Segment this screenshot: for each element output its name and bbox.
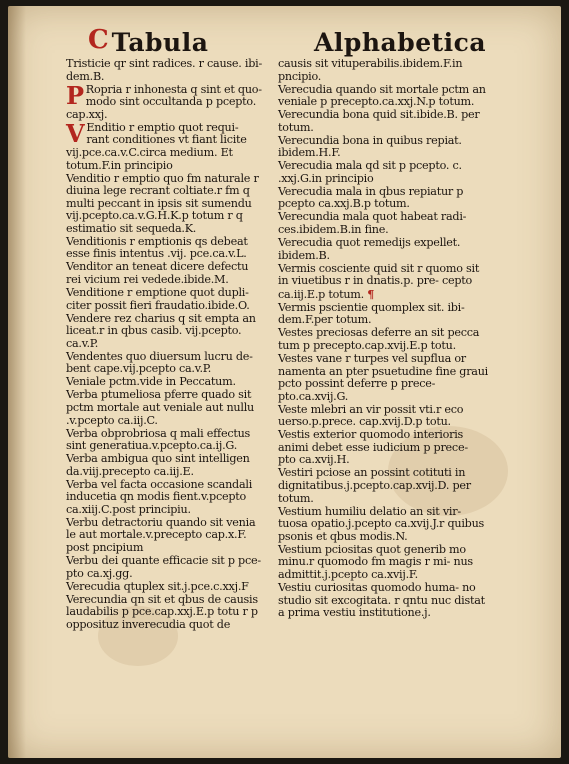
index-entry (278, 544, 488, 582)
index-entry (278, 237, 488, 262)
entry-text: Verbu detractoriu quando sit venia le aut mortale.v.precepto cap.x.F. post pncipium (66, 515, 256, 555)
entry-text: Verba obprobriosa q mali effectus sint generatiua.v.pcepto.ca.ij.G. (66, 426, 251, 453)
index-entry (66, 236, 262, 261)
entry-text: Vestes vane r turpes vel supflua or namenta an pter psuetudine fine graui pcto possint deferre p prece- pto.ca.xvij.G. (278, 351, 489, 403)
index-entry (278, 211, 488, 236)
index-entry (66, 313, 262, 351)
index-entry (278, 109, 488, 134)
entry-text: Veste mlebri an vir possit vti.r eco uerso.p.prece. cap.xvij.D.p totu. (278, 402, 464, 429)
rubricated-initial: C (88, 25, 109, 55)
index-entry (66, 118, 262, 172)
index-entry (278, 353, 488, 403)
entry-text: Ropria r inhonesta q sint et quo- modo sint occultanda p pcepto. cap.xxj. (66, 82, 262, 121)
entry-text: Vestiri pciose an possint cotituti in dignitatibus.j.pcepto.cap.xvij.D. per totum. (278, 466, 471, 505)
pilcrow-mark: ¶ (367, 286, 375, 301)
entry-text: Verecundia qn sit et qbus de causis laudabilis p pce.cap.xxj.E.p totu r p opposituz inverecudia quot de (66, 592, 258, 631)
entry-text: Veniale pctm.vide in Peccatum. (66, 375, 236, 389)
index-entry (66, 479, 262, 517)
entry-text: Vestes preciosas deferre an sit pecca tum p precepto.cap.xvij.E.p totu. (278, 326, 480, 352)
header-right-title: Alphabetica (314, 28, 487, 57)
entry-text: Verba ptumeliosa pferre quado sit pctm mortale aut veniale aut nullu .v.pcepto ca.iij.C. (66, 388, 254, 427)
index-entry (66, 517, 262, 555)
entry-text: Vestium pciositas quot generib mo minu.r quomodo fm magis r mi- nus admittit.j.pcepto ca.xvij.F. (278, 542, 473, 581)
header-left-title: Tabula (111, 28, 209, 57)
entry-text: Verecudia mala in qbus repiatur p pcepto ca.xxj.B.p totum. (278, 184, 464, 211)
index-entry (278, 404, 488, 429)
entry-text: Venditionis r emptionis qs debeat esse finis intentus .vij. pce.ca.v.L. (66, 234, 248, 261)
index-entry (66, 389, 262, 427)
entry-text: Verecudia mala qd sit p pcepto. c. .xxj.G.in principio (278, 159, 462, 185)
entry-text: Vendere rez charius q sit empta an liceat.r in qbus casib. vij.pcepto. ca.v.P. (66, 311, 256, 350)
entry-text: Verbu dei quante efficacie sit p pce- pto ca.xj.gg. (66, 554, 261, 580)
entry-text: Vestiu curiositas quomodo huma- no studio sit excogitata. r qntu nuc distat a prima vestiu institutione.j. (278, 580, 485, 620)
entry-text: Verba vel facta occasione scandali inducetia qn modis fient.v.pcepto ca.xiij.C.post principiu. (66, 477, 253, 516)
entry-text: Venditio r emptio quo fm naturale r diuina lege recrant coltiate.r fm q multi peccant in ipsis sit sumendu vij.pcepto.ca.v.G.H.K.p totum r q estimatio sit sequeda.K. (66, 171, 259, 235)
entry-text: Vestium humiliu delatio an sit vir- tuosa opatio.j.pcepto ca.xvij.J.r quibus psonis et qbus modis.N. (278, 504, 485, 543)
index-entry (278, 467, 488, 505)
index-column-right (278, 58, 488, 620)
entry-text: Verecudia qtuplex sit.j.pce.c.xxj.F (66, 579, 249, 593)
index-entry (66, 453, 262, 478)
entry-text: Verba ambigua quo sint intelligen da.viij.precepto ca.iij.E. (66, 452, 250, 478)
index-entry (278, 582, 488, 620)
entry-text: Vestis exterior quomodo interioris animi debet esse iudicium p prece- pto ca.xvij.H. (278, 428, 468, 467)
binding-shadow (8, 6, 26, 758)
book-page (8, 6, 561, 758)
entry-text: Verecundia mala quot habeat radi- ces.ibidem.B.in fine. (278, 210, 467, 237)
index-column-left (66, 58, 262, 632)
index-entry (278, 84, 488, 109)
index-entry (278, 506, 488, 544)
index-entry (66, 80, 262, 122)
entry-text: Verecudia quot remedijs expellet. ibidem.B. (278, 236, 461, 262)
entry-text: Vermis pscientie quomplex sit. ibi- dem.F.per totum. (278, 300, 465, 327)
index-entry (66, 261, 262, 286)
index-entry (66, 428, 262, 453)
entry-text: Enditio r emptio quot requi- rant conditiones vt fiant licite vij.pce.ca.v.C.circa medium. Et totum.F.in principio (66, 120, 247, 172)
rubricated-initial: P (66, 80, 84, 110)
index-entry (66, 376, 262, 389)
entry-text: Vermis cosciente quid sit r quomo sit in viuetibus r in dnatis.p. pre- cepto ca.iij.E.p totum. (278, 261, 480, 301)
entry-text: Verecundia bona in quibus repiat. ibidem.H.F. (278, 133, 462, 160)
index-entry (66, 351, 262, 376)
entry-text: Venditione r emptione quot dupli- citer possit fieri fraudatio.ibide.O. (66, 286, 250, 312)
index-entry (66, 287, 262, 312)
index-entry (66, 594, 262, 632)
index-entry (278, 186, 488, 211)
entry-text: Venditor an teneat dicere defectu rei vicium rei vedede.ibide.M. (66, 260, 249, 287)
index-entry (66, 555, 262, 580)
index-entry (278, 135, 488, 160)
index-entry (278, 58, 488, 83)
entry-text: Verecundia bona quid sit.ibide.B. per totum. (278, 108, 480, 134)
entry-text: Tristicie qr sint radices. r cause. ibi- dem.B. (66, 57, 262, 83)
index-entry (278, 302, 488, 327)
entry-text: causis sit vituperabilis.ibidem.F.in pncipio. (278, 57, 463, 83)
entry-text: Verecudia quando sit mortale pctm an veniale p precepto.ca.xxj.N.p totum. (278, 82, 486, 109)
entry-text: Vendentes quo diuersum lucru de- bent cape.vij.pcepto ca.v.P. (66, 349, 253, 376)
index-entry (66, 581, 262, 594)
index-entry (278, 263, 488, 302)
index-entry (278, 327, 488, 352)
index-entry (66, 173, 262, 236)
index-entry (66, 58, 262, 83)
index-entry (278, 429, 488, 467)
rubricated-initial: V (66, 118, 85, 148)
index-entry (278, 160, 488, 185)
